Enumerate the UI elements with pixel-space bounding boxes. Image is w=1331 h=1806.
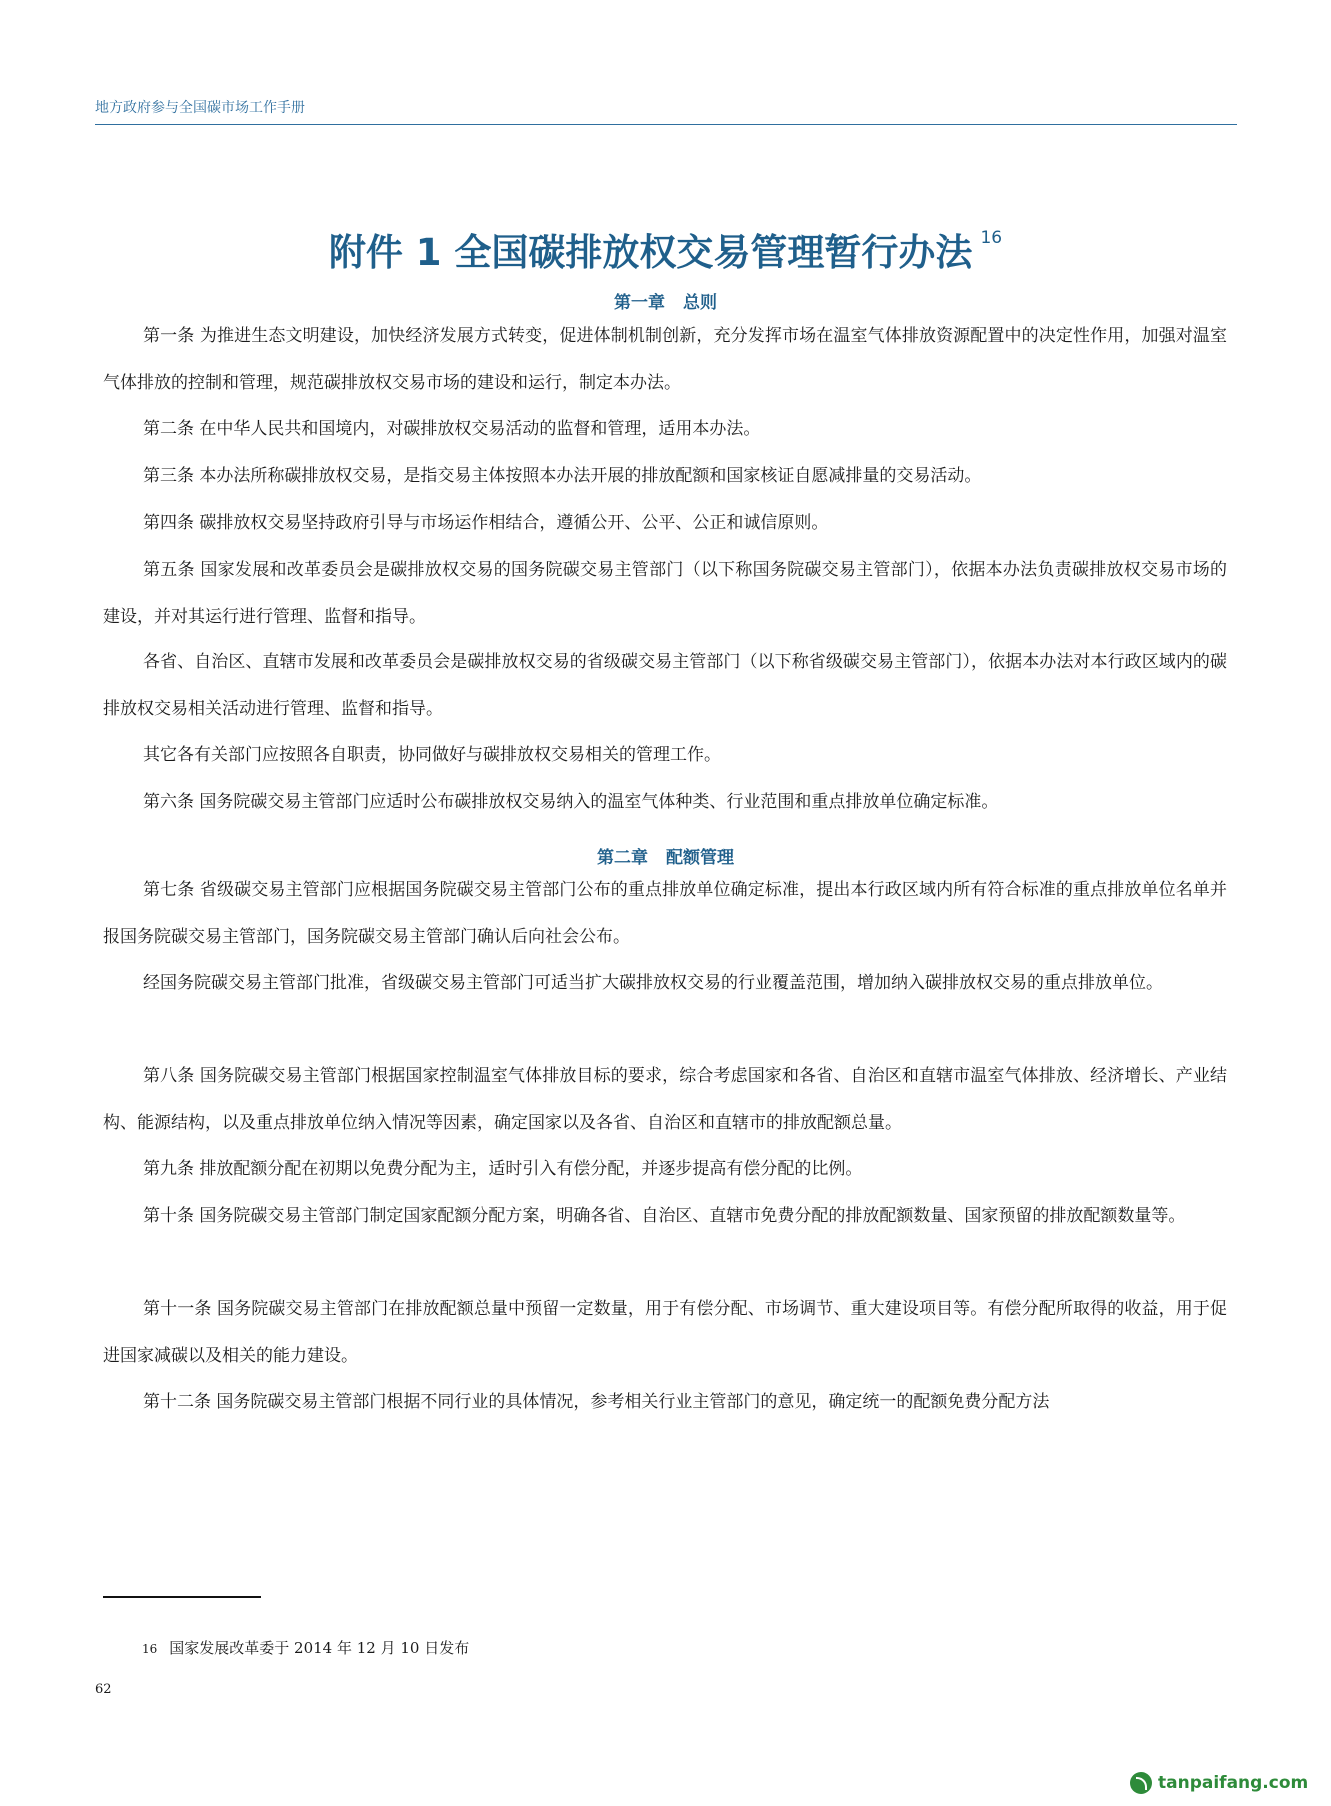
paragraph: 第六条 国务院碳交易主管部门应适时公布碳排放权交易纳入的温室气体种类、行业范围和重点排放单位确定标准。 [143,792,999,812]
watermark [1130,1769,1308,1797]
chapter-heading-2: 第二章 配额管理 [597,848,734,868]
paragraph: 第三条 本办法所称碳排放权交易，是指交易主体按照本办法开展的排放配额和国家核证自愿减排量的交易活动。 [143,466,982,486]
paragraph: 第十二条 国务院碳交易主管部门根据不同行业的具体情况，参考相关行业主管部门的意见，确定统一的配额免费分配方法 [143,1392,1050,1412]
title-footnote-ref: 16 [980,228,1003,248]
paragraph: 第一条 为推进生态文明建设，加快经济发展方式转变，促进体制机制创新，充分发挥市场在温室气体排放资源配置中的决定性作用，加强对温室气体排放的控制和管理，规范碳排放权交易市场的建设和运行，制定本办法。 [103,326,1227,393]
header-rule [95,124,1237,125]
page-title [0,222,1331,276]
leaf-logo-icon [1130,1772,1152,1794]
running-header: 地方政府参与全国碳市场工作手册 [95,100,305,116]
paragraph: 经国务院碳交易主管部门批准，省级碳交易主管部门可适当扩大碳排放权交易的行业覆盖范围，增加纳入碳排放权交易的重点排放单位。 [143,973,1163,993]
paragraph: 第五条 国家发展和改革委员会是碳排放权交易的国务院碳交易主管部门（以下称国务院碳交易主管部门），依据本办法负责碳排放权交易市场的建设，并对其运行进行管理、监督和指导。 [103,560,1227,627]
footnote-text: 国家发展改革委于 2014 年 12 月 10 日发布 [169,1639,470,1657]
page-number: 62 [95,1682,112,1697]
watermark-text: tanpaifang.com [1158,1773,1309,1793]
paragraph: 第十条 国务院碳交易主管部门制定国家配额分配方案，明确各省、自治区、直辖市免费分配的排放配额数量、国家预留的排放配额数量等。 [143,1206,1186,1226]
footnote [142,1637,469,1658]
paragraph: 第二条 在中华人民共和国境内，对碳排放权交易活动的监督和管理，适用本办法。 [143,419,761,439]
chapter-heading-1: 第一章 总则 [614,293,717,313]
paragraph: 第四条 碳排放权交易坚持政府引导与市场运作相结合，遵循公开、公平、公正和诚信原则。 [143,513,829,533]
footnote-number: 16 [142,1642,158,1656]
paragraph: 第七条 省级碳交易主管部门应根据国务院碳交易主管部门公布的重点排放单位确定标准，提出本行政区域内所有符合标准的重点排放单位名单并报国务院碳交易主管部门，国务院碳交易主管部门确认后向社会公布。 [103,880,1227,947]
paragraph: 其它各有关部门应按照各自职责，协同做好与碳排放权交易相关的管理工作。 [143,745,721,765]
paragraph: 第八条 国务院碳交易主管部门根据国家控制温室气体排放目标的要求，综合考虑国家和各省、自治区和直辖市温室气体排放、经济增长、产业结构、能源结构，以及重点排放单位纳入情况等因素，确定国家以及各省、自治区和直辖市的排放配额总量。 [103,1066,1227,1133]
footnote-rule [103,1596,261,1598]
paragraph: 第十一条 国务院碳交易主管部门在排放配额总量中预留一定数量，用于有偿分配、市场调节、重大建设项目等。有偿分配所取得的收益，用于促进国家减碳以及相关的能力建设。 [103,1299,1227,1366]
title-text: 附件 1 全国碳排放权交易管理暂行办法 [328,231,973,274]
paragraph: 第九条 排放配额分配在初期以免费分配为主，适时引入有偿分配，并逐步提高有偿分配的比例。 [143,1159,863,1179]
paragraph: 各省、自治区、直辖市发展和改革委员会是碳排放权交易的省级碳交易主管部门（以下称省级碳交易主管部门），依据本办法对本行政区域内的碳排放权交易相关活动进行管理、监督和指导。 [103,652,1227,719]
